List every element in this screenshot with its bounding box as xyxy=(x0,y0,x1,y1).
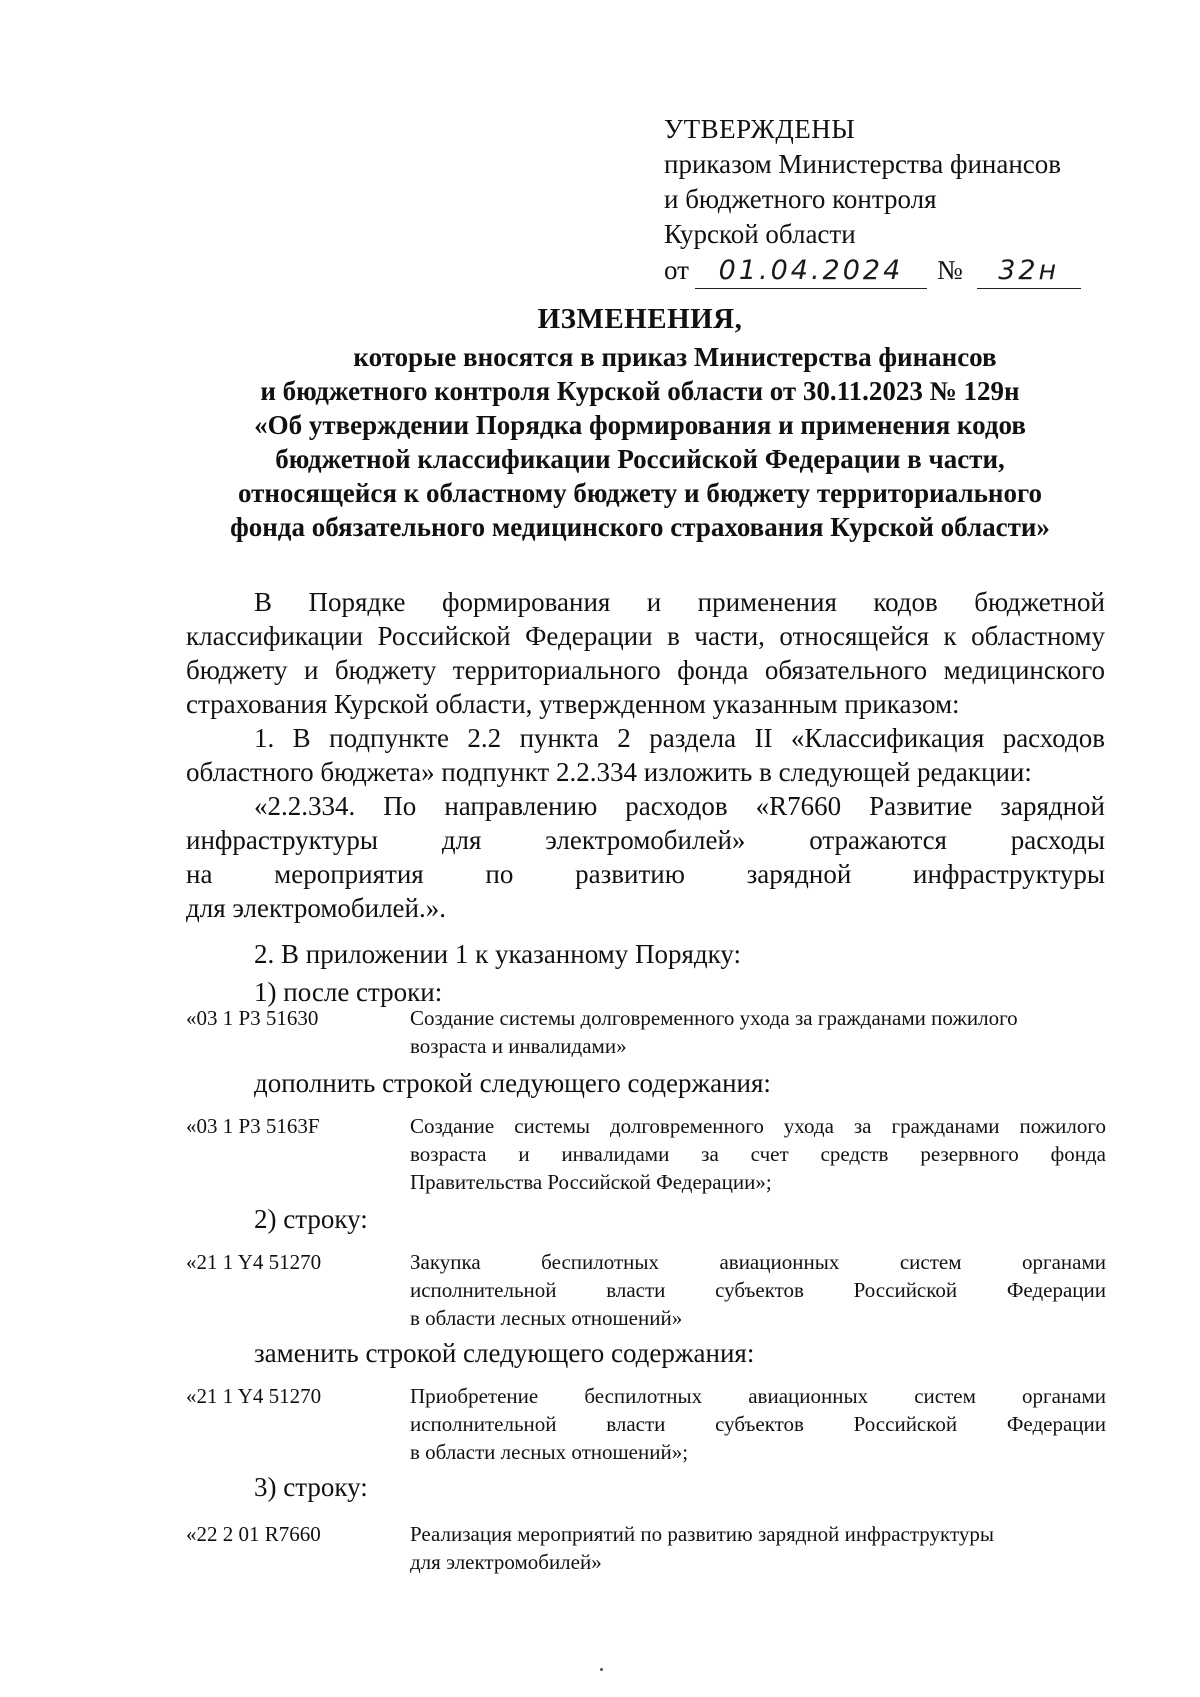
item1-paragraph xyxy=(186,721,1105,789)
row-desc-line: исполнительной власти субъектов Российской Федерации xyxy=(410,1412,1106,1436)
row-desc-line: Приобретение беспилотных авиационных систем органами xyxy=(410,1384,1106,1408)
handwritten-date: 01.04.2024 xyxy=(695,255,927,289)
title-line: которые вносятся в приказ Министерства финансов xyxy=(353,342,997,372)
row-desc-line: возраста и инвалидами» xyxy=(410,1034,627,1058)
row-description xyxy=(410,1520,1106,1576)
text-line: областного бюджета» подпункт 2.2.334 изложить в следующей редакции: xyxy=(186,757,1032,787)
approval-line: приказом Министерства финансов xyxy=(664,149,1062,179)
row-desc-line: Правительства Российской Федерации»; xyxy=(410,1170,772,1194)
quote-paragraph xyxy=(186,789,1105,925)
approval-date-line xyxy=(664,253,1124,289)
row-code: «22 2 01 R7660 xyxy=(186,1522,321,1546)
date-prefix: от xyxy=(664,255,689,285)
row-desc-line: Создание системы долговременного ухода за гражданами пожилого xyxy=(410,1114,1106,1138)
title-line: фонда обязательного медицинского страхования Курской области» xyxy=(230,512,1050,542)
row-description xyxy=(410,1382,1106,1466)
row-desc-line: в области лесных отношений»; xyxy=(410,1440,689,1464)
intro-paragraph xyxy=(186,585,1105,721)
row-code: «03 1 Р3 51630 xyxy=(186,1006,319,1030)
sub2-label: 2) строку: xyxy=(254,1204,368,1234)
document-title xyxy=(180,302,1100,544)
text-line: В Порядке формирования и применения кодов бюджетной xyxy=(254,587,1105,617)
text-line: «2.2.334. По направлению расходов «R7660 Развитие зарядной xyxy=(254,791,1105,821)
approval-block xyxy=(664,112,1124,289)
row-desc-line: для электромобилей» xyxy=(410,1550,602,1574)
code-row xyxy=(186,1248,1106,1332)
document-body xyxy=(186,585,1105,1009)
row-code: «21 1 Y4 51270 xyxy=(186,1384,322,1408)
row-desc-line: исполнительной власти субъектов Российской Федерации xyxy=(410,1278,1106,1302)
text-line: классификации Российской Федерации в части, относящейся к областному xyxy=(186,621,1105,651)
text-line: на мероприятия по развитию зарядной инфраструктуры xyxy=(186,859,1105,889)
row-description xyxy=(410,1112,1106,1196)
row-desc-line: возраста и инвалидами за счет средств резервного фонда xyxy=(410,1142,1106,1166)
approval-line: и бюджетного контроля xyxy=(664,184,937,214)
code-row xyxy=(186,1112,1106,1196)
sub3-label: 3) строку: xyxy=(254,1472,368,1502)
scan-speck xyxy=(600,1668,603,1671)
row-desc-line: Реализация мероприятий по развитию зарядной инфраструктуры xyxy=(410,1522,994,1546)
text-line: для электромобилей.». xyxy=(186,893,446,923)
row-description xyxy=(410,1004,1106,1060)
text-line: бюджету и бюджету территориального фонда обязательного медицинского xyxy=(186,655,1105,685)
approval-line: УТВЕРЖДЕНЫ xyxy=(664,114,856,144)
approval-line: Курской области xyxy=(664,219,856,249)
replace-line-label: заменить строкой следующего содержания: xyxy=(254,1338,755,1368)
number-sign: № xyxy=(936,255,963,285)
text-line: 1. В подпункте 2.2 пункта 2 раздела II «Классификация расходов xyxy=(254,723,1105,753)
sub1-label: 1) после строки: xyxy=(254,977,443,1007)
text-line: страхования Курской области, утвержденном указанным приказом: xyxy=(186,689,960,719)
title-line: «Об утверждении Порядка формирования и применения кодов xyxy=(254,410,1026,440)
row-code: «03 1 Р3 5163F xyxy=(186,1114,320,1138)
row-desc-line: Создание системы долговременного ухода за гражданами пожилого xyxy=(410,1006,1018,1030)
title-line: и бюджетного контроля Курской области от 30.11.2023 № 129н xyxy=(260,376,1020,406)
code-row xyxy=(186,1382,1106,1466)
row-description xyxy=(410,1248,1106,1332)
code-row xyxy=(186,1520,1106,1576)
handwritten-number: 32н xyxy=(977,255,1081,289)
row-desc-line: в области лесных отношений» xyxy=(410,1306,683,1330)
title-line: бюджетной классификации Российской Федерации в части, xyxy=(275,444,1005,474)
item2-paragraph: 2. В приложении 1 к указанному Порядку: xyxy=(254,939,742,969)
title-heading: ИЗМЕНЕНИЯ, xyxy=(537,303,743,335)
code-row xyxy=(186,1004,1106,1060)
row-desc-line: Закупка беспилотных авиационных систем органами xyxy=(410,1250,1106,1274)
add-line-label: дополнить строкой следующего содержания: xyxy=(254,1068,771,1098)
title-line: относящейся к областному бюджету и бюджету территориального xyxy=(237,478,1043,508)
text-line: инфраструктуры для электромобилей» отражаются расходы xyxy=(186,825,1105,855)
row-code: «21 1 Y4 51270 xyxy=(186,1250,322,1274)
